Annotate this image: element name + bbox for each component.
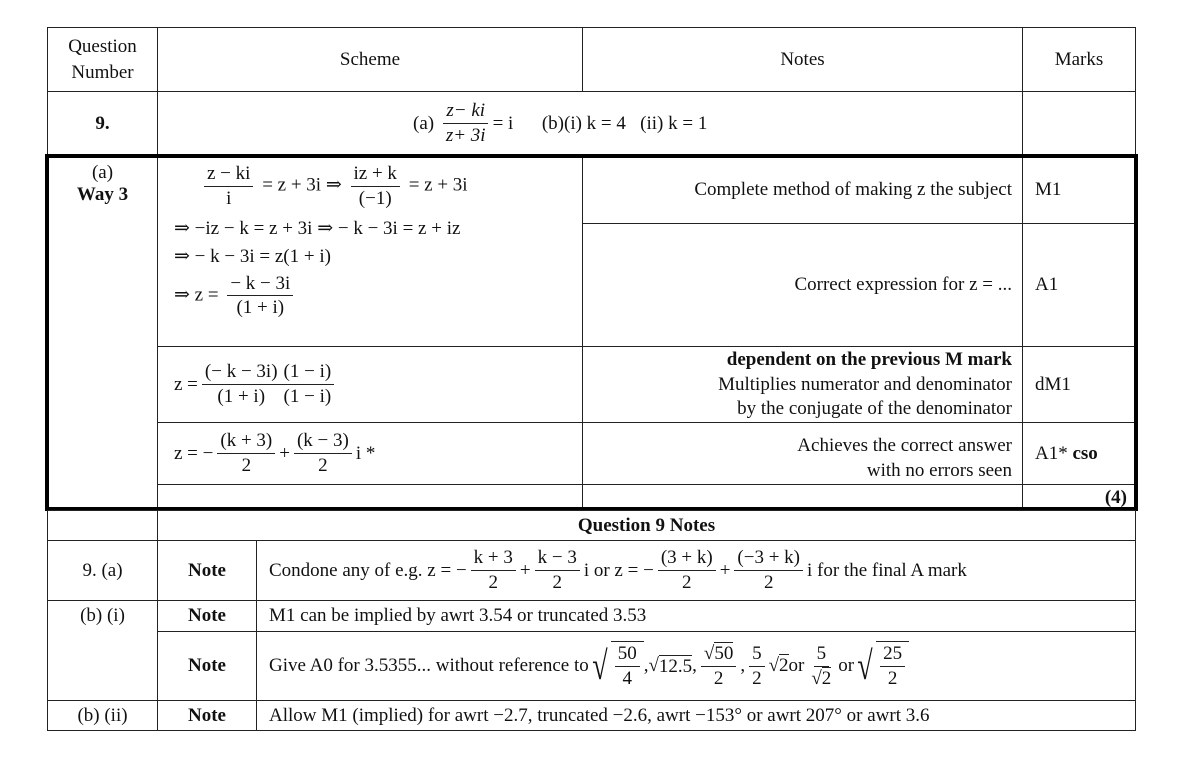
step-6 (157, 422, 583, 485)
numerator: (3 + k) (658, 546, 716, 571)
note-text-4: Allow M1 (implied) for awrt −2.7, truncated −2.6, awrt −153° or awrt 207° or awrt 3.6 (256, 700, 1136, 731)
denominator: z+ 3i (445, 125, 486, 146)
notes-title: Question 9 Notes (157, 510, 1136, 541)
note-part (47, 700, 158, 731)
step-text: ⇒ z = (174, 284, 219, 306)
marks-empty (1022, 91, 1136, 156)
fraction (202, 360, 281, 409)
part-text: (b) (i) (80, 605, 125, 626)
fraction (351, 162, 400, 211)
numerator: z − ki (204, 162, 253, 187)
note-text: by the conjugate of the denominator (737, 398, 1012, 420)
note-text-3: Give A0 for 3.5355... without reference to √ $\frac{50}{4}$ , √ 12.5 , $\frac{√50}{2}$ , $\frac{5}{2}$ √2 or $\frac{5}{√2}$ or √ $\frac{25}{2}$ (256, 631, 1136, 701)
numerator: z− ki (443, 99, 488, 124)
denominator: 2 (552, 572, 562, 593)
way-title: Way 3 (76, 184, 129, 205)
note-4 (582, 422, 1023, 485)
numerator: (−3 + k) (734, 546, 803, 571)
fraction (701, 642, 736, 691)
denominator: 2 (682, 572, 692, 593)
header-notes: Notes (582, 27, 1023, 92)
text: Condone any of e.g. z = − (269, 559, 467, 581)
note-bold: dependent on the previous M mark (726, 348, 1012, 370)
step-text: i * (355, 442, 376, 464)
denominator: √2 (811, 667, 832, 689)
mark-3: dM1 (1022, 346, 1136, 423)
note-label: Note (157, 700, 257, 731)
empty-cell (582, 484, 1023, 511)
step-2: ⇒ −iz − k = z + 3i ⇒ − k − 3i = z + iz (174, 217, 461, 239)
fraction (615, 642, 640, 691)
numerator: 5 (749, 642, 765, 667)
radical-icon: √ (592, 643, 608, 688)
way-part: (a) (91, 162, 114, 183)
denominator: 2 (763, 572, 774, 593)
note-text: Achieves the correct answer (797, 434, 1012, 456)
radicand: 2 (779, 655, 789, 676)
denominator: (1 − i) (283, 386, 332, 407)
note-label: Note (157, 631, 257, 701)
text: + (519, 559, 531, 581)
numerator: iz + k (351, 162, 400, 187)
answer-summary (157, 91, 1023, 156)
text: Give A0 for 3.5355... without reference to (269, 655, 589, 676)
step-5 (157, 346, 583, 423)
note-text: Multiplies numerator and denominator (718, 373, 1012, 395)
step-text: + (279, 442, 290, 464)
denominator: 2 (488, 572, 499, 593)
denominator: (−1) (358, 187, 392, 209)
numerator: 50 (615, 642, 640, 667)
part-b-ii: (ii) k = 1 (640, 112, 708, 134)
radical-icon: √ (857, 643, 873, 688)
total-marks: (4) (1022, 484, 1136, 511)
note-label: Note (157, 540, 257, 601)
part-b-i: (b)(i) k = 4 (541, 112, 626, 134)
note-text-2: M1 can be implied by awrt 3.54 or truncated 3.53 (256, 600, 1136, 632)
text: i or z = − (583, 559, 654, 581)
denominator: 2 (752, 667, 762, 689)
fraction (227, 272, 293, 321)
fraction (294, 429, 352, 478)
fraction (443, 99, 489, 148)
fraction (217, 429, 275, 478)
header-marks: Marks (1022, 27, 1136, 92)
radicand: 12.5 (658, 655, 693, 677)
step-text: z = − (174, 442, 214, 464)
step-text: z = (174, 373, 198, 395)
mark-cso: cso (1072, 442, 1098, 464)
fraction (734, 546, 803, 595)
header-question-number (47, 27, 158, 92)
header-text: Question Number (68, 35, 137, 83)
numerator: (− k − 3i) (202, 360, 281, 385)
sqrt: √ 12.5 (648, 655, 693, 677)
header-scheme: Scheme (157, 27, 583, 92)
empty-cell (157, 484, 583, 511)
fraction (204, 162, 253, 211)
numerator: k − 3 (535, 546, 580, 571)
radicand: 50 (714, 642, 734, 664)
text: + (719, 559, 731, 581)
mark-text: A1* (1035, 442, 1068, 464)
denominator: 2 (887, 668, 898, 689)
fraction (281, 360, 335, 409)
mark-1: M1 (1022, 155, 1136, 224)
question-number: 9. (47, 91, 158, 156)
numerator: (k + 3) (217, 429, 275, 454)
step-4 (174, 272, 297, 321)
part-a-label: (a) (413, 112, 435, 134)
numerator: √50 (701, 642, 736, 667)
note-part (47, 600, 158, 701)
sqrt (854, 641, 909, 691)
numerator: k + 3 (471, 546, 516, 571)
numerator: − k − 3i (227, 272, 293, 297)
part-text: (b) (ii) (77, 704, 128, 726)
step-text: = z + 3i (408, 174, 468, 196)
fraction (535, 546, 580, 595)
text: or (788, 655, 805, 676)
fraction (658, 546, 716, 595)
fraction (808, 642, 834, 691)
note-1: Complete method of making z the subject (582, 155, 1023, 224)
step-3: ⇒ − k − 3i = z(1 + i) (174, 246, 331, 267)
part-text: 9. (a) (82, 559, 123, 581)
note-2: Correct expression for z = ... (582, 223, 1023, 347)
fraction (471, 546, 516, 595)
denominator: 4 (622, 668, 632, 689)
note-3 (582, 346, 1023, 423)
note-text: with no errors seen (866, 460, 1012, 482)
numerator: 5 (814, 642, 830, 667)
note-label: Note (157, 600, 257, 632)
mark-2: A1 (1022, 223, 1136, 347)
denominator: 2 (241, 455, 252, 476)
numerator: 25 (880, 642, 905, 667)
equals-i: = i (492, 112, 514, 134)
sqrt (589, 641, 644, 691)
scheme-steps (157, 155, 583, 347)
note-text-1 (256, 540, 1136, 601)
denominator: 2 (713, 667, 724, 689)
fraction (749, 642, 765, 691)
way-label-cell (47, 155, 158, 511)
step-text: = z + 3i ⇒ (262, 174, 342, 196)
mark-4 (1022, 422, 1136, 485)
step-1 (174, 162, 468, 211)
numerator: (k − 3) (294, 429, 352, 454)
note-part (47, 540, 158, 601)
denominator: 2 (318, 455, 328, 476)
denominator: (1 + i) (217, 386, 266, 407)
text: i for the final A mark (807, 559, 967, 581)
denominator: (1 + i) (236, 297, 285, 319)
fraction (880, 642, 905, 691)
empty-cell (47, 510, 158, 541)
numerator: (1 − i) (281, 360, 335, 385)
radicand: 2 (821, 667, 832, 689)
denominator: i (226, 187, 232, 209)
sqrt: √2 (768, 655, 789, 676)
text: or (838, 655, 855, 676)
